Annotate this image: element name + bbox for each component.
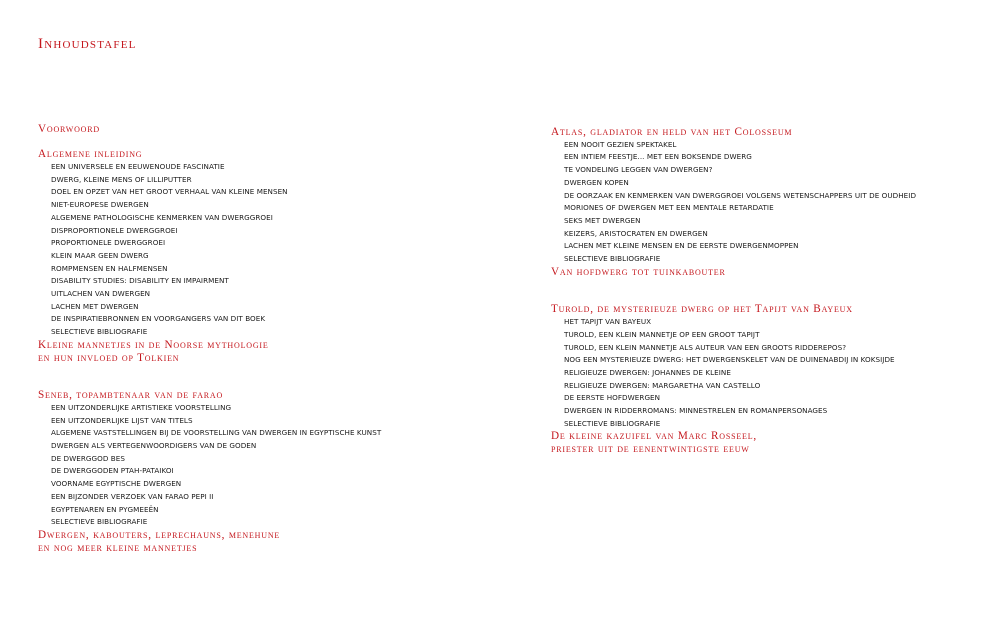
- toc-section-item[interactable]: DE INSPIRATIEBRONNEN EN VOORGANGERS VAN DIT BOEK: [51, 314, 266, 324]
- toc-section-item[interactable]: DE DWERGGODEN PTAH-PATAIKOI: [51, 466, 174, 476]
- toc-section-item[interactable]: SELECTIEVE BIBLIOGRAFIE: [51, 517, 148, 527]
- toc-section-item[interactable]: ROMPMENSEN EN HALFMENSEN: [51, 263, 168, 273]
- toc-chapter-hofdwerg[interactable]: Van hofdwerg tot tuinkabouter: [551, 265, 726, 278]
- toc-chapter-line: Kleine mannetjes in de Noorse mythologie: [38, 338, 269, 351]
- toc-chapter-kazuifel[interactable]: [551, 430, 991, 455]
- toc-section-list: [551, 139, 991, 266]
- toc-section-list: [38, 161, 478, 339]
- toc-section-item[interactable]: DISABILITY STUDIES: DISABILITY EN IMPAIRMENT: [51, 276, 229, 286]
- toc-chapter-line: Dwergen, kabouters, leprechauns, menehune: [38, 528, 281, 541]
- toc-section-item[interactable]: DISPROPORTIONELE DWERGGROEI: [51, 225, 178, 235]
- toc-section-item[interactable]: RELIGIEUZE DWERGEN: JOHANNES DE KLEINE: [564, 367, 731, 377]
- toc-section-item[interactable]: LACHEN MET KLEINE MENSEN EN DE EERSTE DWERGENMOPPEN: [564, 241, 799, 251]
- toc-section-item[interactable]: TUROLD, EEN KLEIN MANNETJE ALS AUTEUR VAN EEN GROOTS RIDDEREPOS?: [564, 342, 847, 352]
- toc-section-item[interactable]: SELECTIEVE BIBLIOGRAFIE: [564, 254, 661, 264]
- toc-section-item[interactable]: SEKS MET DWERGEN: [564, 215, 641, 225]
- toc-section-item[interactable]: DOEL EN OPZET VAN HET GROOT VERHAAL VAN KLEINE MENSEN: [51, 187, 288, 197]
- page-title: Inhoudstafel: [38, 36, 137, 52]
- toc-section-item[interactable]: EEN UITZONDERLIJKE ARTISTIEKE VOORSTELLING: [51, 402, 232, 412]
- toc-chapter-line: en hun invloed op Tolkien: [38, 351, 180, 364]
- toc-section-item[interactable]: NIET-EUROPESE DWERGEN: [51, 200, 149, 210]
- toc-section-item[interactable]: SELECTIEVE BIBLIOGRAFIE: [51, 327, 148, 337]
- toc-chapter-atlas[interactable]: Atlas, gladiator en held van het Colosseum: [551, 126, 793, 138]
- toc-chapter-line: De kleine kazuifel van Marc Rosseel,: [551, 430, 758, 443]
- toc-section-item[interactable]: DWERGEN ALS VERTEGENWOORDIGERS VAN DE GODEN: [51, 441, 257, 451]
- toc-section-item[interactable]: PROPORTIONELE DWERGGROEI: [51, 238, 166, 248]
- toc-section-item[interactable]: DE DWERGGOD BES: [51, 453, 125, 463]
- toc-section-item[interactable]: ALGEMENE VASTSTELLINGEN BIJ DE VOORSTELLING VAN DWERGEN IN EGYPTISCHE KUNST: [51, 428, 382, 438]
- toc-section-item[interactable]: SELECTIEVE BIBLIOGRAFIE: [564, 418, 661, 428]
- toc-voorwoord[interactable]: Voorwoord: [38, 123, 100, 135]
- toc-section-item[interactable]: MORIONES OF DWERGEN MET EEN MENTALE RETARDATIE: [564, 203, 774, 213]
- toc-section-item[interactable]: HET TAPIJT VAN BAYEUX: [564, 317, 652, 327]
- toc-section-item[interactable]: DWERGEN IN RIDDERROMANS: MINNESTRELEN EN ROMANPERSONAGES: [564, 406, 828, 416]
- toc-chapter-noorse-mythologie[interactable]: [38, 339, 478, 364]
- toc-left-column: [38, 123, 478, 554]
- toc-section-item[interactable]: TE VONDELING LEGGEN VAN DWERGEN?: [564, 165, 713, 175]
- toc-section-item[interactable]: ALGEMENE PATHOLOGISCHE KENMERKEN VAN DWERGGROEI: [51, 212, 273, 222]
- toc-section-item[interactable]: DE OORZAAK EN KENMERKEN VAN DWERGGROEI VOLGENS WETENSCHAPPERS UIT DE OUDHEID: [564, 190, 917, 200]
- toc-chapter-line: en nog meer kleine mannetjes: [38, 541, 198, 554]
- toc-section-item[interactable]: VOORNAME EGYPTISCHE DWERGEN: [51, 479, 182, 489]
- toc-section-list: [38, 402, 478, 529]
- toc-section-item[interactable]: KEIZERS, ARISTOCRATEN EN DWERGEN: [564, 228, 708, 238]
- toc-section-item[interactable]: KLEIN MAAR GEEN DWERG: [51, 250, 149, 260]
- toc-section-item[interactable]: EGYPTENAREN EN PYGMEEËN: [51, 504, 159, 514]
- toc-right-column: [551, 126, 991, 456]
- toc-section-item[interactable]: EEN NOOIT GEZIEN SPEKTAKEL: [564, 139, 677, 149]
- toc-section-item[interactable]: EEN UNIVERSELE EN EEUWENOUDE FASCINATIE: [51, 162, 225, 171]
- toc-section-item[interactable]: RELIGIEUZE DWERGEN: MARGARETHA VAN CASTELLO: [564, 380, 761, 390]
- toc-section-item[interactable]: EEN UITZONDERLIJKE LIJST VAN TITELS: [51, 415, 193, 425]
- toc-section-list: [551, 316, 991, 430]
- toc-section-item[interactable]: DWERGEN KOPEN: [564, 177, 629, 187]
- toc-chapter-seneb[interactable]: Seneb, topambtenaar van de farao: [38, 389, 224, 402]
- toc-chapter-algemene-inleiding[interactable]: Algemene inleiding: [38, 148, 143, 161]
- toc-section-item[interactable]: LACHEN MET DWERGEN: [51, 301, 139, 311]
- toc-section-item[interactable]: EEN BIJZONDER VERZOEK VAN FARAO PEPI II: [51, 491, 214, 501]
- toc-section-item[interactable]: EEN INTIEM FEESTJE... MET EEN BOKSENDE DWERG: [564, 152, 752, 162]
- toc-chapter-dwergen-kabouters[interactable]: [38, 529, 478, 554]
- toc-chapter-turold[interactable]: Turold, de mysterieuze dwerg op het Tapijt van Bayeux: [551, 303, 853, 316]
- toc-section-item[interactable]: UITLACHEN VAN DWERGEN: [51, 289, 151, 299]
- toc-section-item[interactable]: DE EERSTE HOFDWERGEN: [564, 393, 661, 403]
- toc-chapter-line: priester uit de eenentwintigste eeuw: [551, 443, 750, 456]
- toc-section-item[interactable]: NOG EEN MYSTERIEUZE DWERG: HET DWERGENSKELET VAN DE DUINENABDIJ IN KOKSIJDE: [564, 355, 895, 365]
- toc-section-item[interactable]: TUROLD, EEN KLEIN MANNETJE OP EEN GROOT TAPIJT: [564, 329, 760, 339]
- toc-section-item[interactable]: DWERG, KLEINE MENS OF LILLIPUTTER: [51, 174, 192, 184]
